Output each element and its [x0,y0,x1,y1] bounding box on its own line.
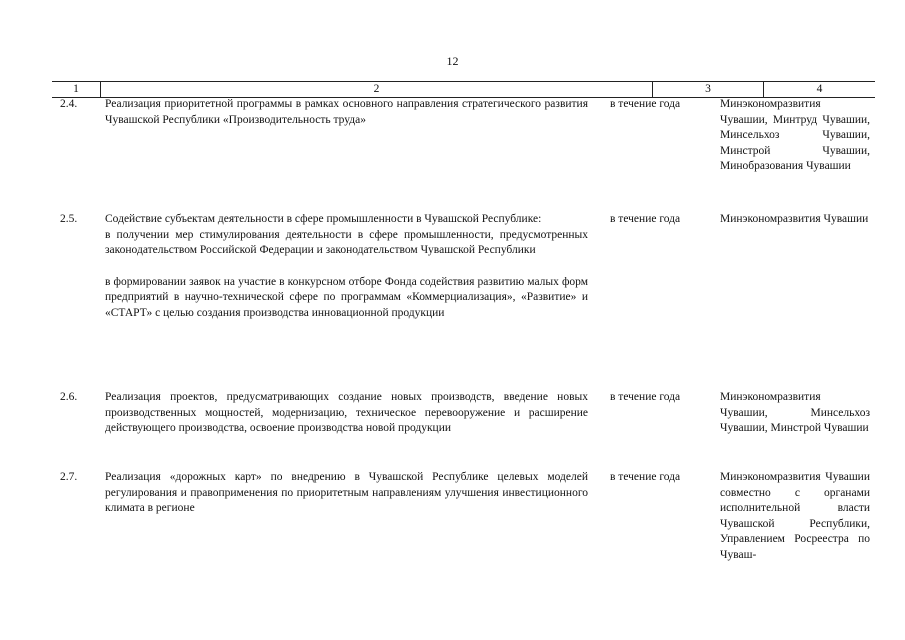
header-col-3: 3 [705,83,711,95]
row-description [105,470,588,517]
description-paragraph: Содействие субъектам деятельности в сфере промышленности в Чувашской Республике: [105,213,542,225]
row-description [105,212,588,321]
row-term: в течение года [610,391,681,403]
row-number: 2.4. [60,98,78,110]
row-number: 2.7. [60,471,78,483]
row-description [105,97,588,128]
row-responsible: Минэкономразвития Чувашии [720,213,869,225]
row-term: в течение года [610,471,681,483]
header-col-2: 2 [373,83,380,95]
row-number: 2.6. [60,391,78,403]
table-header-row [52,81,875,98]
row-responsible: Минэкономразвития Чувашии, Минсельхоз Чувашии, Минстрой Чувашии [720,391,870,434]
header-col-1: 1 [73,83,79,95]
row-responsible: Минэкономразвития Чувашии совместно с органами исполнительной власти Чувашской Республики, Управлением Росреестра по Чуваш- [720,471,870,561]
description-paragraph: Реализация проектов, предусматривающих создание новых производств, введение новых производственных мощностей, модернизацию, техническое перевооружение и расширение действующего производства, освоение производства новой продукции [105,391,588,434]
description-paragraph: Реализация «дорожных карт» по внедрению в Чувашской Республике целевых моделей регулирования и правоприменения по приоритетным направлениям улучшения инвестиционного климата в регионе [105,471,588,514]
row-responsible: Минэкономразвития Чувашии, Минтруд Чувашии, Минсельхоз Чувашии, Минстрой Чувашии, Минобразования Чувашии [720,98,870,172]
page-number: 12 [446,54,459,68]
row-number: 2.5. [60,213,78,225]
description-paragraph: Реализация приоритетной программы в рамках основного направления стратегического развития Чувашской Республики «Производительность труда» [105,98,588,126]
row-description [105,390,588,437]
description-paragraph: в формировании заявок на участие в конкурсном отборе Фонда содействия развитию малых форм предприятий в научно-технической сфере по программам «Коммерциализация», «Развитие» и «СТАРТ» с целью создания производства инновационной продукции [105,275,588,319]
header-col-4: 4 [816,83,823,95]
row-term: в течение года [610,213,681,225]
row-term: в течение года [610,98,681,110]
description-paragraph: в получении мер стимулирования деятельности в сфере промышленности, предусмотренных законодательством Российской Федерации и законодательством Чувашской Республики [105,228,588,256]
